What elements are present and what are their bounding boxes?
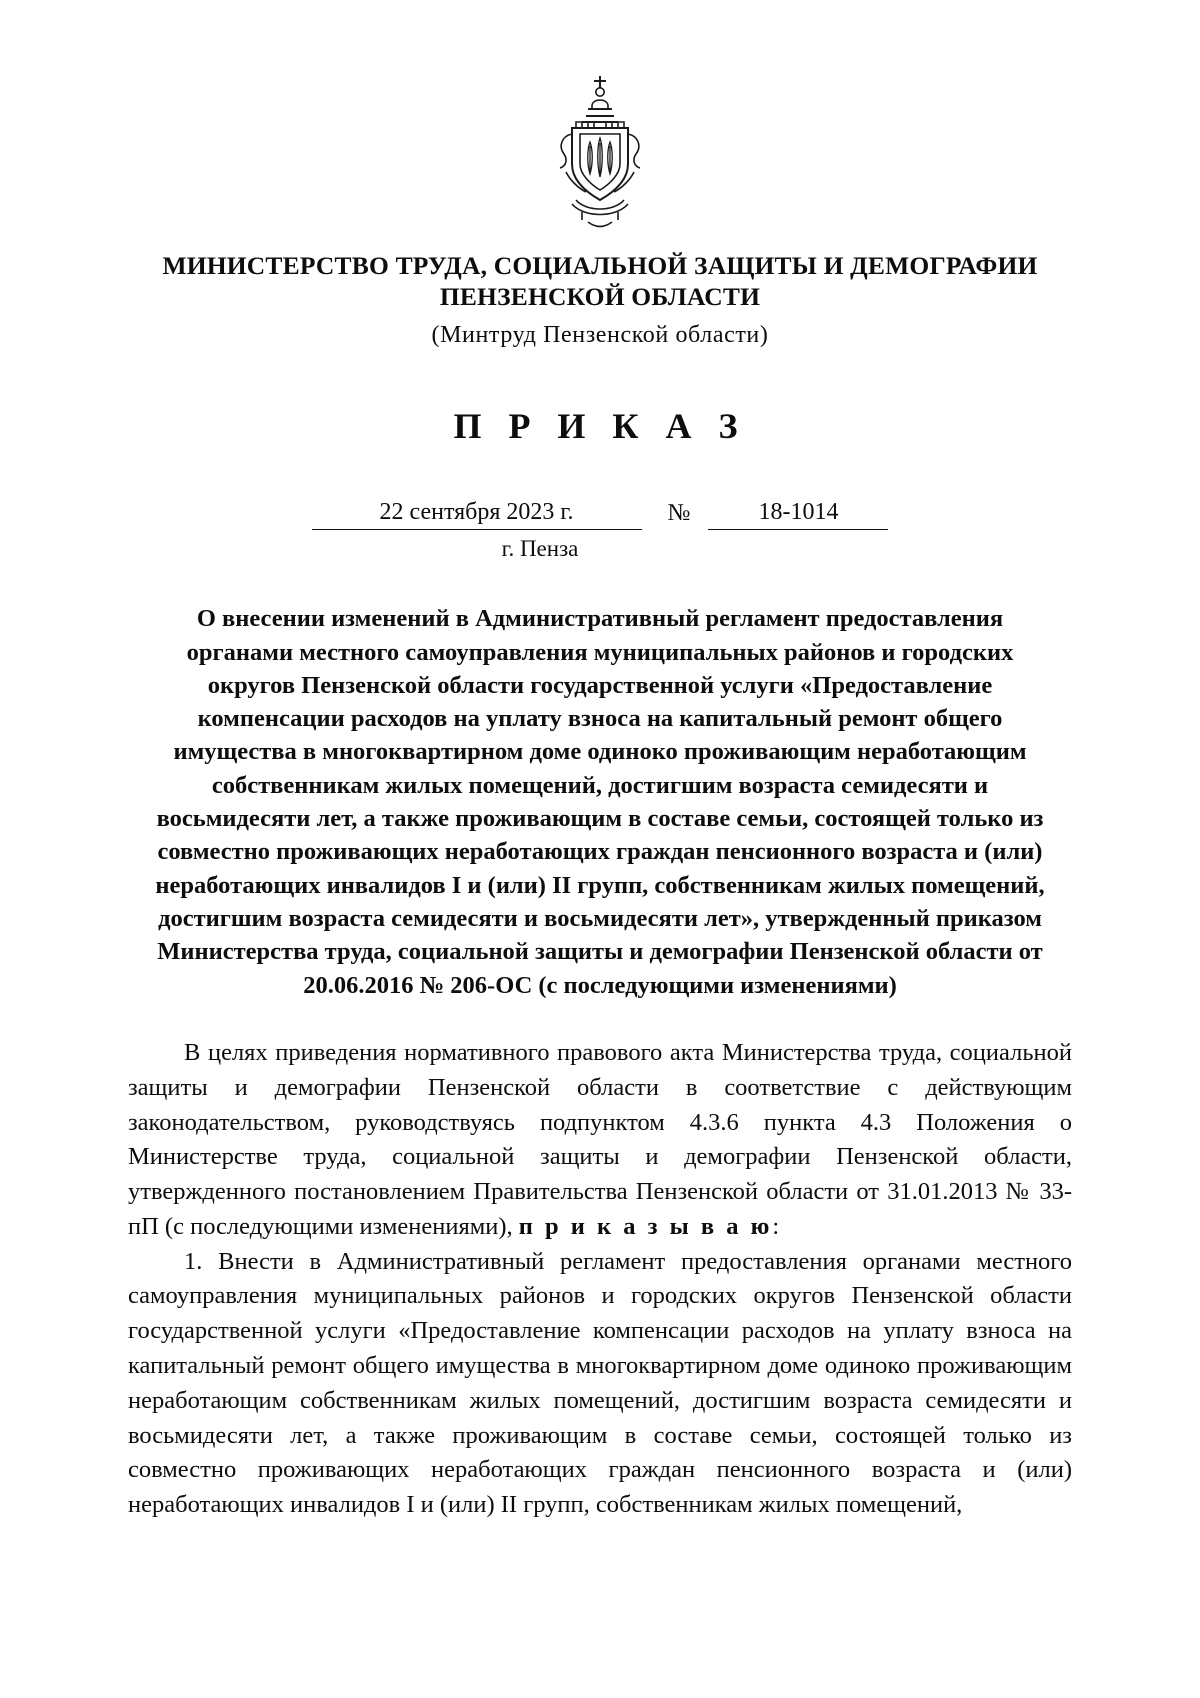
document-meta-row: [128, 499, 1072, 530]
paragraph-item-1: 1. Внести в Административный регламент предоставления органами местного самоуправления муниципальных районов и городских округов Пензенской области государственной услуги «Предоставление компенсации расходов на уплату взноса на капитальный ремонт общего имущества в многоквартирном доме одиноко проживающим неработающим собственникам жилых помещений, достигшим возраста семидесяти и восьмидесяти лет, а также проживающим в составе семьи, состоящей только из совместно проживающих неработающих граждан пенсионного возраста и (или) неработающих инвалидов I и (или) II групп, собственникам жилых помещений,: [128, 1247, 1072, 1519]
organization-title: МИНИСТЕРСТВО ТРУДА, СОЦИАЛЬНОЙ ЗАЩИТЫ И ДЕМОГРАФИИ ПЕНЗЕНСКОЙ ОБЛАСТИ: [162, 251, 1038, 312]
preamble-text-before: В целях приведения нормативного правового акта Министерства труда, социальной защиты и демографии Пензенской области в соответствие с действующим законодательством, руководствуясь подпунктом 4.3.6 пункта 4.3 Положения о Министерстве труда, социальной защиты и демографии Пензенской области, утвержденного постановлением Правительства Пензенской области от 31.01.2013 № 33-пП (с последующими изменениями),: [128, 1038, 1072, 1240]
paragraph-preamble: [128, 1036, 1072, 1245]
coat-of-arms-container: [128, 72, 1072, 232]
document-body: [128, 1036, 1072, 1523]
document-city: г. Пенза: [501, 536, 579, 562]
document-number-label: №: [667, 500, 691, 527]
order-word: п р и к а з ы в а ю: [518, 1212, 773, 1240]
document-date: 22 сентября 2023 г.: [312, 499, 642, 530]
penza-region-coat-of-arms-icon: [542, 72, 658, 232]
organization-short-name: (Минтруд Пензенской области): [431, 322, 769, 349]
preamble-text-after: :: [772, 1212, 780, 1240]
document-type-heading: П Р И К А З: [453, 406, 747, 447]
document-subject: О внесении изменений в Административный регламент предоставления органами местного самоуправления муниципальных районов и городских округов Пензенской области государственной услуги «Предоставление компенсации расходов на уплату взноса на капитальный ремонт общего имущества в многоквартирном доме одиноко проживающим неработающим собственникам жилых помещений, достигшим возраста семидесяти и восьмидесяти лет, а также проживающим в составе семьи, состоящей только из совместно проживающих неработающих граждан пенсионного возраста и (или) неработающих инвалидов I и (или) II групп, собственникам жилых помещений, достигшим возраста семидесяти и восьмидесяти лет», утвержденный приказом Министерства труда, социальной защиты и демографии Пензенской области от 20.06.2016 № 206-ОС (с последующими изменениями): [155, 605, 1045, 999]
document-number: 18-1014: [708, 499, 888, 530]
